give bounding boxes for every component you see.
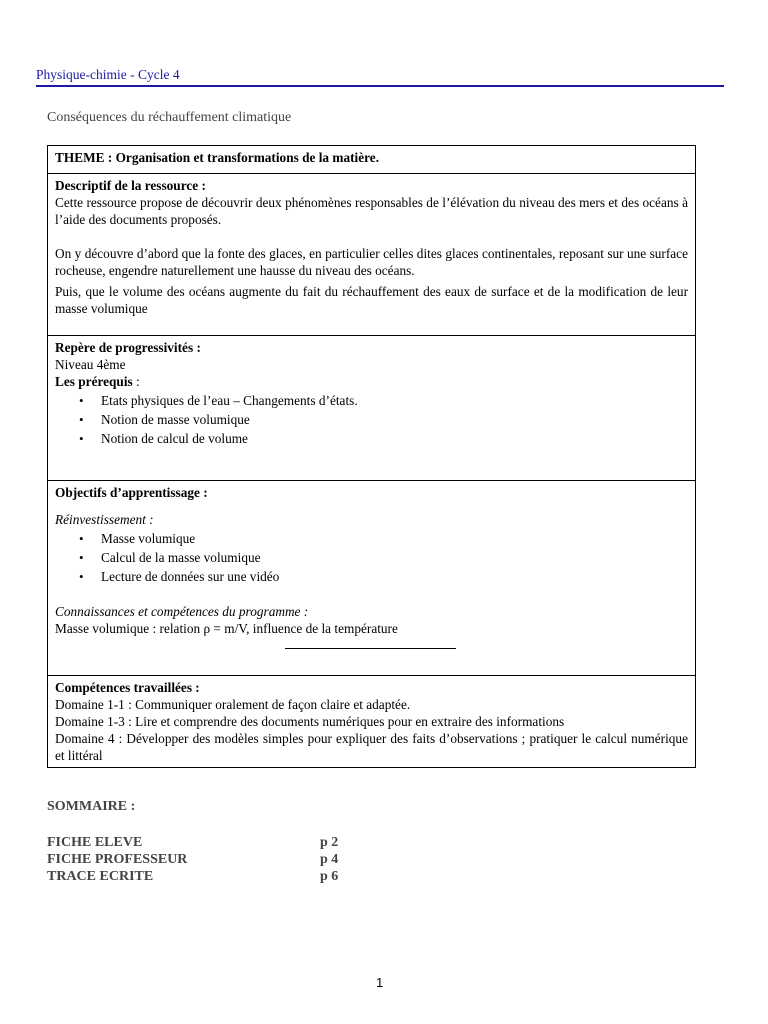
programme-label: Connaissances et compétences du programme :: [55, 604, 309, 619]
reperes-cell: [48, 336, 696, 481]
competences-row: [48, 676, 696, 768]
descriptif-paragraph-3: Puis, que le volume des océans augmente du fait du réchauffement des eaux de surface et de la modification de leur masse volumique: [55, 284, 688, 316]
programme-text: Masse volumique : relation ρ = m/V, influence de la température: [55, 621, 398, 636]
competences-cell: [48, 676, 696, 768]
toc-row: [47, 868, 338, 885]
page-header: Physique-chimie - Cycle 4: [36, 67, 724, 87]
toc-page: p 4: [320, 852, 339, 867]
list-item: • Notion de calcul de volume: [55, 429, 688, 448]
toc-label: FICHE PROFESSEUR: [47, 852, 188, 867]
objectifs-cell: [48, 481, 696, 676]
prerequis-list: [55, 391, 688, 448]
prerequis-line: [55, 373, 688, 390]
toc-label: TRACE ECRITE: [47, 869, 154, 884]
competences-heading: Compétences travaillées :: [55, 680, 200, 695]
descriptif-heading: Descriptif de la ressource :: [55, 178, 206, 193]
reperes-heading: Repère de progressivités :: [55, 340, 201, 355]
competence-domaine-1-1: Domaine 1-1 : Communiquer oralement de façon claire et adaptée.: [55, 697, 411, 712]
competence-domaine-4: Domaine 4 : Développer des modèles simples pour expliquer des faits d’observations ; pratiquer le calcul numérique et littéral: [55, 731, 688, 763]
theme-title: THEME : Organisation et transformations de la matière.: [55, 150, 380, 165]
sommaire-title: SOMMAIRE :: [47, 799, 136, 814]
descriptif-paragraph-2: On y découvre d’abord que la fonte des glaces, en particulier celles dites glaces continentales, reposant sur une surface rocheuse, engendre naturellement une hausse du niveau des océans.: [55, 246, 688, 278]
list-item: • Etats physiques de l’eau – Changements d’états.: [55, 391, 688, 410]
niveau-text: Niveau 4ème: [55, 357, 126, 372]
prerequis-colon: :: [132, 374, 140, 389]
competence-domaine-1-3: Domaine 1-3 : Lire et comprendre des documents numériques pour en extraire des informations: [55, 714, 565, 729]
reperes-row: [48, 336, 696, 481]
prerequis-label: Les prérequis: [55, 374, 133, 389]
descriptif-paragraph-1: Cette ressource propose de découvrir deux phénomènes responsables de l’élévation du niveau des mers et des océans à l’aide des documents proposés.: [55, 195, 688, 227]
reinvestissement-label: Réinvestissement :: [55, 512, 154, 527]
list-item: • Lecture de données sur une vidéo: [55, 567, 688, 586]
separator-line: [285, 648, 456, 649]
toc-label: FICHE ELEVE: [47, 835, 143, 850]
reinvestissement-list: [55, 529, 688, 586]
page-number: 1: [376, 975, 384, 990]
toc-row: [47, 851, 338, 868]
descriptif-cell: [48, 174, 696, 336]
sommaire-list: [47, 834, 338, 885]
toc-row: [47, 834, 338, 851]
list-item: • Notion de masse volumique: [55, 410, 688, 429]
objectifs-heading: Objectifs d’apprentissage :: [55, 485, 208, 500]
list-item: • Masse volumique: [55, 529, 688, 548]
theme-cell: [48, 146, 696, 174]
document-subtitle: Conséquences du réchauffement climatique: [47, 110, 292, 125]
theme-row: [48, 146, 696, 174]
resource-table: [47, 145, 696, 768]
objectifs-row: [48, 481, 696, 676]
descriptif-row: [48, 174, 696, 336]
toc-page: p 2: [320, 835, 339, 850]
list-item: • Calcul de la masse volumique: [55, 548, 688, 567]
toc-page: p 6: [320, 869, 339, 884]
